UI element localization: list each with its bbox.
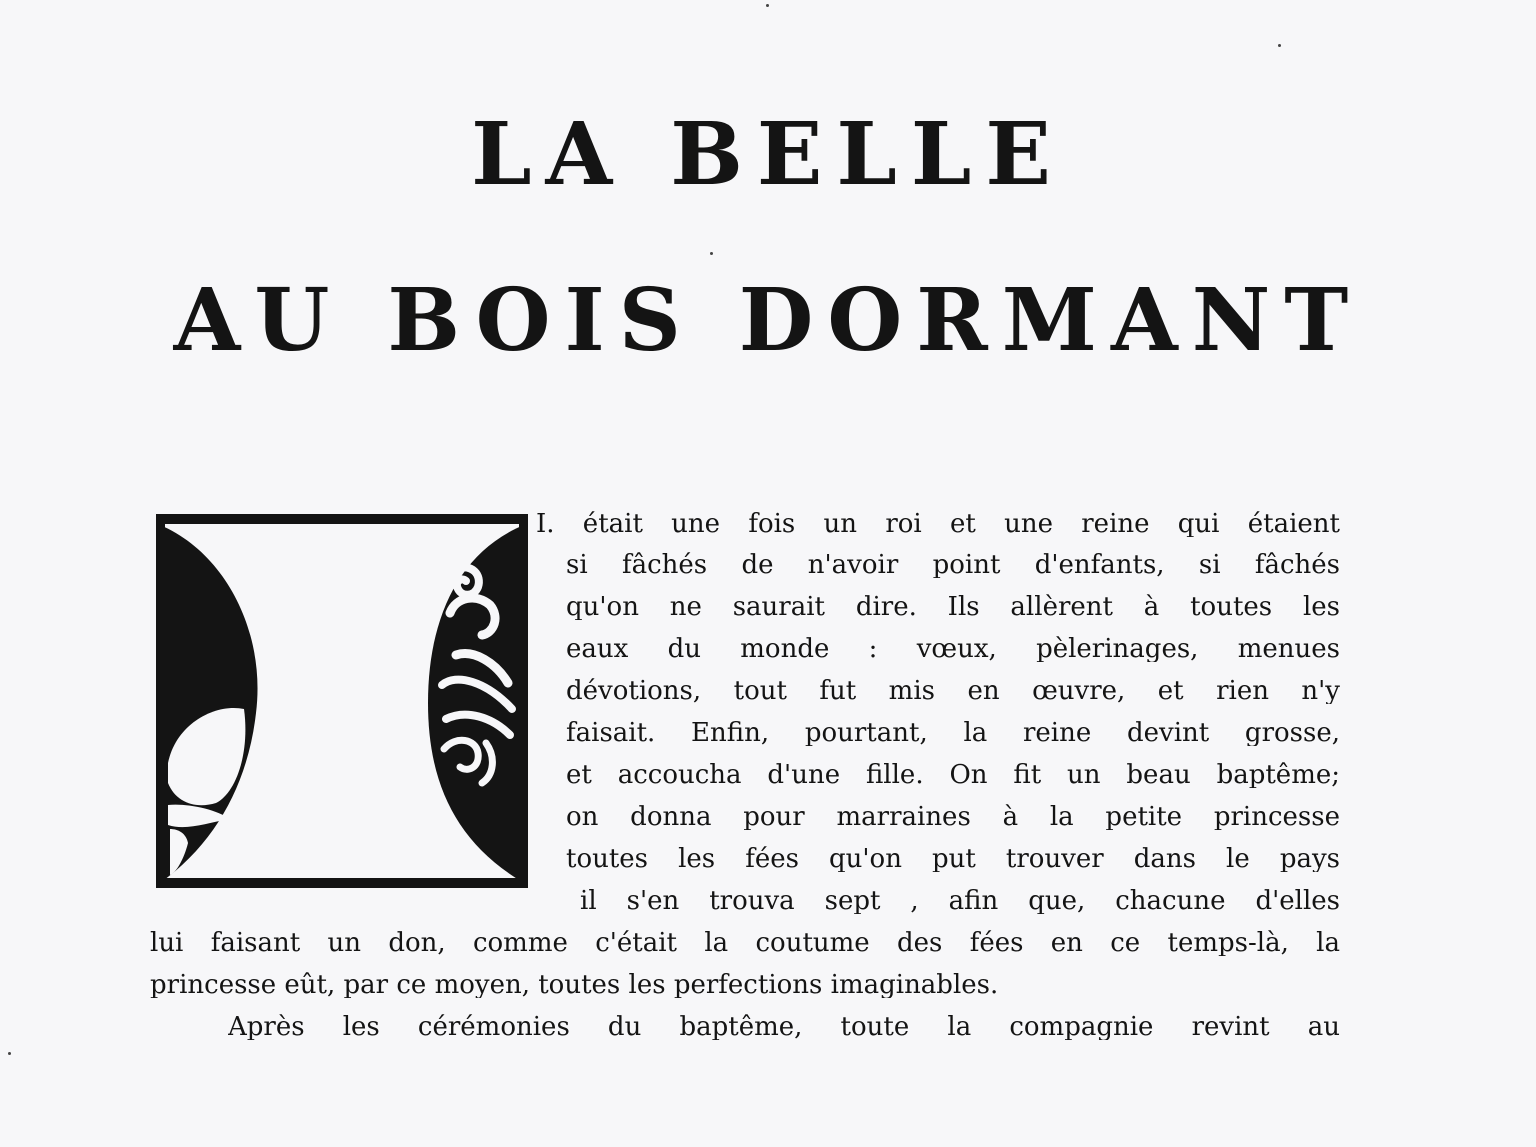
body-line: il s'en trouva sept , afin que, chacune d'elles	[580, 888, 1340, 914]
ornate-initial-I-icon	[156, 513, 528, 889]
body-line: dévotions, tout fut mis en œuvre, et rien n'y	[566, 678, 1340, 704]
paper-speck	[766, 4, 769, 7]
paper-speck	[8, 1052, 11, 1055]
body-line: faisait. Enfin, pourtant, la reine devint grosse,	[566, 720, 1340, 746]
body-line: Après les cérémonies du baptême, toute la compagnie revint au	[228, 1014, 1340, 1040]
body-line: I. était une fois un roi et une reine qui étaient	[536, 511, 1340, 537]
body-line: qu'on ne saurait dire. Ils allèrent à toutes les	[566, 594, 1340, 620]
body-line: on donna pour marraines à la petite princesse	[566, 804, 1340, 830]
title-line-2: AU BOIS DORMANT	[173, 270, 1363, 371]
body-line: et accoucha d'une fille. On fit un beau baptême;	[566, 762, 1340, 788]
body-line: princesse eût, par ce moyen, toutes les perfections imaginables.	[150, 972, 999, 998]
body-line: toutes les fées qu'on put trouver dans le pays	[566, 846, 1340, 872]
title-line-1: LA BELLE	[471, 104, 1065, 205]
paper-speck	[710, 252, 713, 255]
paper-speck	[1278, 44, 1281, 47]
body-line: eaux du monde : vœux, pèlerinages, menues	[566, 636, 1340, 662]
body-line: lui faisant un don, comme c'était la coutume des fées en ce temps-là, la	[150, 930, 1340, 956]
body-line: si fâchés de n'avoir point d'enfants, si fâchés	[566, 552, 1340, 578]
